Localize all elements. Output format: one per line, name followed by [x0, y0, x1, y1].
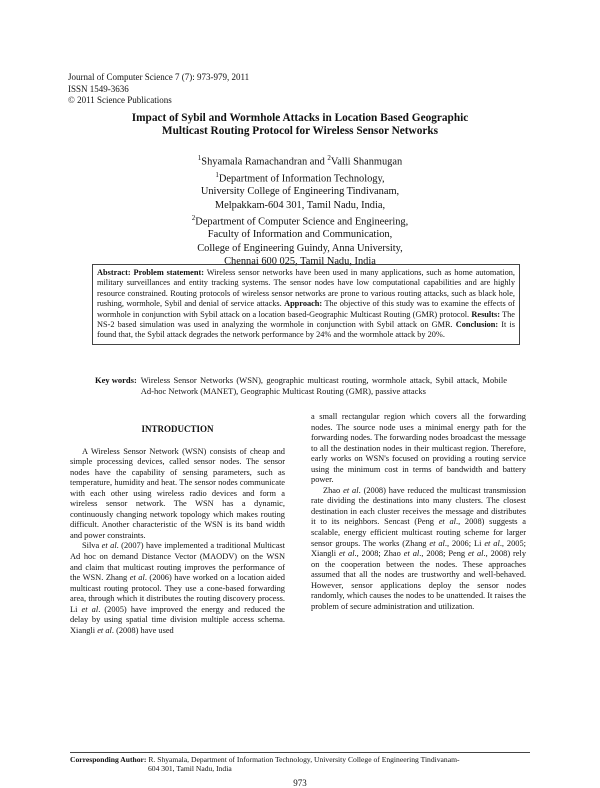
problem-text: Wireless sensor networks have been used in many applications, such as home automation, military surveillances and entity tracking systems. The sensor nodes have low computational capabilities and are highly resource constrained. Routing protocols of wireless sensor networks are prone to various routing attacks, such as black hole, rushing, wormhole, Sybil and denial of service attacks. — [97, 268, 515, 309]
keywords-label: Key words: — [95, 375, 137, 385]
author2-sup: 2 — [327, 154, 331, 162]
affiliation-2-line-1 — [70, 212, 530, 229]
approach-label: Approach: — [284, 299, 323, 309]
p4-e: ., 2008) suggests a scalable, energy efficient multicast routing scheme for larger sensor groups. The works (Zhang — [311, 517, 527, 548]
journal-info — [68, 72, 249, 107]
page-number: 973 — [293, 778, 307, 788]
p2-h: et al — [97, 625, 112, 635]
abstract-label: Abstract: — [97, 268, 131, 277]
p2-e: . (2006) have worked on a location aided multicast routing protocol. They use a cone-based forwarding area, through which it distributes the routing discovery process. Li — [70, 573, 285, 614]
keywords — [95, 375, 507, 396]
affiliation-2-line-2: Faculty of Information and Communication, — [207, 229, 393, 241]
authors-block — [70, 152, 530, 268]
p2-b: et al — [101, 541, 117, 551]
paper-title — [70, 112, 530, 138]
intro-paragraph-1: A Wireless Sensor Network (WSN) consists of cheap and simple processing devices, called sensor nodes. The sensor nodes have the capability of sensing parameters, such as temperature, humidity and heat. The sensor nodes communicate with each other using wireless radio devices and form a wireless sensor network. The WSN has a dynamic, continuously changing network topology which makes routing difficult. Another characteristic of the WSN is its band width and power constraints. — [70, 446, 285, 540]
p2-a: Silva — [82, 541, 102, 551]
p4-m: ., 2008; Peng — [419, 549, 468, 559]
p4-k: ., 2008; Zhao — [354, 549, 404, 559]
p4-b: et al — [343, 485, 359, 495]
keywords-text: Wireless Sensor Networks (WSN), geographic multicast routing, wormhole attack, Sybil attack, Mobile Ad-hoc Network (MANET), Geographic Multicast Routing (GMR), passive attacks — [140, 375, 507, 396]
p2-i: . (2008) have used — [111, 625, 174, 635]
p4-a: Zhao — [323, 485, 344, 495]
affiliation-1-line-1 — [70, 169, 530, 186]
corresponding-label: Corresponding Author: — [70, 755, 147, 764]
p4-h: et al — [484, 538, 500, 548]
journal-copyright: © 2011 Science Publications — [68, 95, 172, 105]
author-1: Shyamala Ramachandran and — [201, 156, 328, 168]
affiliation-1-line-2: University College of Engineering Tindivanam, — [200, 186, 400, 198]
abstract-box — [92, 264, 520, 345]
title-line-1: Impact of Sybil and Wormhole Attacks in Location Based Geographic — [131, 112, 469, 124]
p2-c: . (2007) have implemented a traditional Multicast Ad hoc on demand Distance Vector (MAODV) on the WSN and claim that multicast routing improves the performance of the WSN. Zhang — [70, 541, 285, 583]
corresponding-line-1: R. Shyamala, Department of Information Technology, University College of Engineering Tindivanam- — [148, 755, 460, 764]
author-2: Valli Shanmugan — [330, 156, 403, 168]
intro-paragraph-3: a small rectangular region which covers all the forwarding nodes. The source node uses a minimal energy path for the forwarding nodes. The forwarding nodes broadcast the message to all the destination nodes in their multicast region. Therefore, early works on WSN's focused on providing a routing service using the minimum cost in terms of bandwidth and battery power. — [311, 412, 526, 485]
results-label: Results: — [471, 309, 500, 319]
results-text: The NS-2 based simulation was used in analyzing the wormhole in conjunction with Sybil attack on GMR. — [97, 309, 515, 330]
approach-text: The objective of this study was to examine the effects of wormhole in conjunction with Sybil attack on a location based-Geographic Multicast Routing (GMR) protocol. — [97, 299, 515, 319]
p4-d: et al — [438, 517, 456, 527]
conclusion-label: Conclusion: — [455, 320, 499, 330]
footer-rule — [70, 752, 530, 753]
p2-f: et al — [81, 604, 99, 614]
p4-f: et al — [429, 538, 445, 548]
affiliation-2-line-4: Chennai 600 025, Tamil Nadu, India — [224, 255, 376, 267]
problem-label: Problem statement: — [133, 268, 204, 277]
journal-citation: Journal of Computer Science 7 (7): 973-979, 2011 — [68, 72, 250, 82]
affiliation-2-line-3: College of Engineering Guindy, Anna University, — [197, 242, 403, 254]
p2-d: et al — [129, 573, 145, 583]
title-line-2: Multicast Routing Protocol for Wireless Sensor Networks — [161, 125, 439, 137]
intro-paragraph-4 — [311, 486, 526, 613]
aff1-dept: Department of Information Technology, — [218, 173, 385, 185]
p4-c: . (2008) have reduced the multicast transmission rate dividing the destinations into many clusters. The closest destination in each cluster receives the message and distributes it to its neighbors. Sencast (Peng — [311, 485, 526, 527]
author1-sup: 1 — [197, 154, 202, 162]
section-heading-introduction: INTRODUCTION — [141, 424, 214, 434]
journal-issn: ISSN 1549-3636 — [68, 83, 129, 94]
p4-o: ., 2008) rely on the cooperation between the nodes. These approaches assumed that all the nodes are trustworthy and well-behaved. However, sensor applications deploy the sensor nodes randomly, which causes the nodes to be unattended. It raises the problem of secure administration and utilization. — [311, 549, 527, 611]
p4-n: et al — [467, 549, 484, 559]
affiliation-1-line-3: Melpakkam-604 301, Tamil Nadu, India, — [214, 199, 386, 211]
column-left — [70, 424, 285, 636]
column-right — [311, 412, 526, 612]
p2-g: . (2005) have improved the energy and reduced the delay by using spatial time division multiple access schema. Xiangli — [70, 604, 285, 635]
corresponding-author — [70, 755, 540, 774]
aff2-sup: 2 — [191, 213, 196, 222]
author-names — [70, 152, 530, 169]
p4-j: et al — [339, 549, 355, 559]
corresponding-line-2: 604 301, Tamil Nadu, India — [148, 764, 232, 774]
conclusion-text: It is found that, the Sybil attack degrades the network performance by 24% and the wormhole attack by 20%. — [97, 320, 515, 340]
p4-g: ., 2006; Li — [444, 538, 485, 548]
aff1-sup: 1 — [215, 170, 219, 179]
p4-l: et al — [403, 549, 420, 559]
p4-i: ., 2005; Xiangli — [311, 538, 526, 559]
aff2-dept: Department of Computer Science and Engineering, — [195, 216, 409, 228]
intro-paragraph-2 — [70, 541, 285, 636]
